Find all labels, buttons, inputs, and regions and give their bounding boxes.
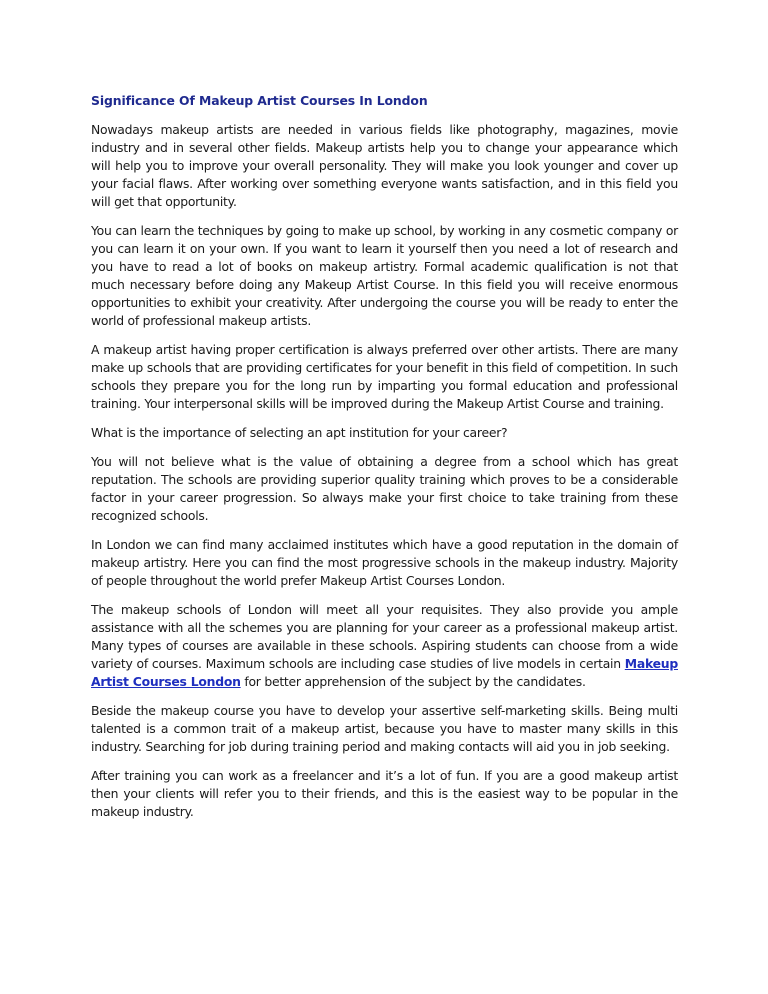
document-page [91,92,678,832]
paragraph-certification: A makeup artist having proper certification is always preferred over other artists. There are many make up schools that are providing certificates for your benefit in this field of competition. In such schools they prepare you for the long run by imparting you formal education and professional training. Your interpersonal skills will be improved during the Makeup Artist Course and training. [91,342,678,411]
paragraph-self-marketing: Beside the makeup course you have to develop your assertive self-marketing skills. Being multi talented is a common trait of a makeup artist, because you have to master many skills in this industry. Searching for job during training period and making contacts will aid you in job seeking. [91,703,678,754]
paragraph-reputation: You will not believe what is the value of obtaining a degree from a school which has great reputation. The schools are providing superior quality training which proves to be a considerable factor in your career progression. So always make your first choice to take training from these recognized schools. [91,454,678,523]
makeup-artist-courses-london-link[interactable]: Makeup Artist Courses London [91,656,678,689]
paragraph-freelancer: After training you can work as a freelancer and it’s a lot of fun. If you are a good makeup artist then your clients will refer you to their friends, and this is the easiest way to be popular in the makeup industry. [91,768,678,819]
paragraph-learning: You can learn the techniques by going to make up school, by working in any cosmetic company or you can learn it on your own. If you want to learn it yourself then you need a lot of research and you have to read a lot of books on makeup artistry. Formal academic qualification is not that much necessary before doing any Makeup Artist Course. In this field you will receive enormous opportunities to exhibit your creativity. After undergoing the course you will be ready to enter the world of professional makeup artists. [91,223,678,328]
paragraph-text-after-link: for better apprehension of the subject by the candidates. [240,674,586,689]
paragraph-question: What is the importance of selecting an apt institution for your career? [91,425,508,440]
paragraph-intro: Nowadays makeup artists are needed in various fields like photography, magazines, movie industry and in several other fields. Makeup artists help you to change your appearance which will help you to improve your overall personality. They will make you look younger and cover up your facial flaws. After working over something everyone wants satisfaction, and in this field you will get that opportunity. [91,122,678,209]
paragraph-text-before-link: The makeup schools of London will meet all your requisites. They also provide you ample assistance with all the schemes you are planning for your career as a professional makeup artist. Many types of courses are available in these schools. Aspiring students can choose from a wide variety of courses. Maximum schools are including case studies of live models in certain [91,602,678,671]
paragraph-london-institutes: In London we can find many acclaimed institutes which have a good reputation in the domain of makeup artistry. Here you can find the most progressive schools in the makeup industry. Majority of people throughout the world prefer Makeup Artist Courses London. [91,537,678,588]
document-title: Significance Of Makeup Artist Courses In London [91,93,428,108]
paragraph-schools-with-link [91,601,678,691]
